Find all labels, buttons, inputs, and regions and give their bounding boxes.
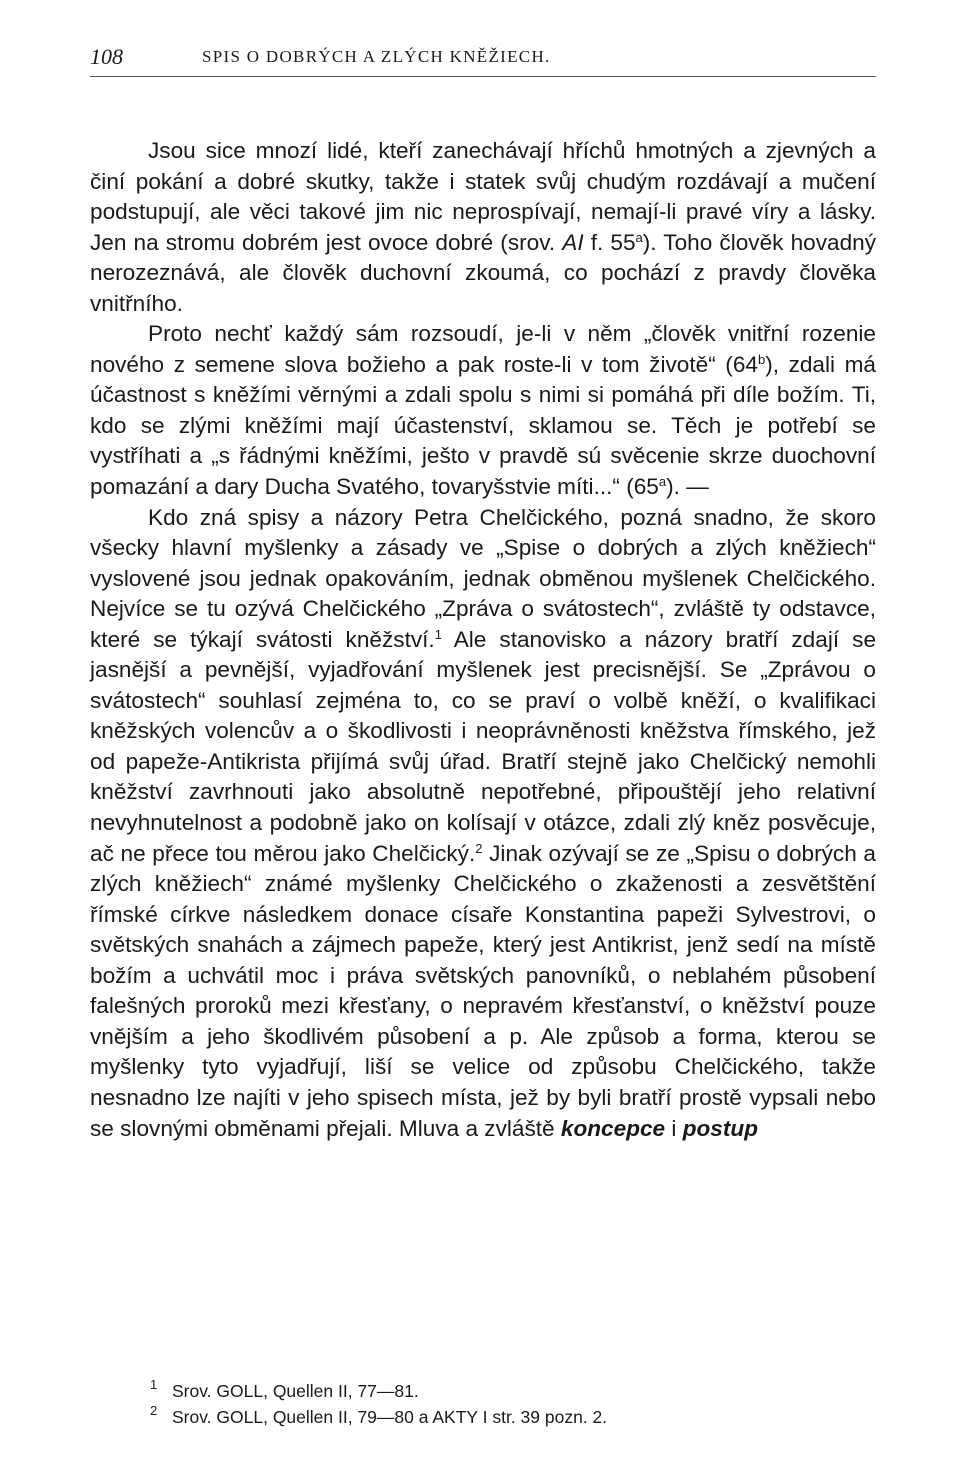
footnote-text: Srov. GOLL, Quellen II, 77—81. [172,1381,419,1401]
text-run: f. 55 [583,229,636,255]
header-rule [90,76,876,77]
italic-text: AI [562,229,584,255]
text-run: Jinak ozývají se ze „Spisu o dobrých a zlých kněžiech“ známé myšlenky Chelčického o zkaženosti a zesvětštění římské církve následkem donace císaře Konstantina papeži Sylvestrovi, o světských snahách a zájmech papeže, který jest Antikrist, jenž sedí na místě božím a uchvátil moc i práva světských panovníků, o neblahém působení falešných proroků mezi křesťany, o nepravém křesťanství, o kněžství pouze vnějším a jeho škodlivém působení a p. Ale způsob a forma, kterou se myšlenky tyto vyjadřují, liší se velice od způsobu Chelčického, takže nesnadno lze najíti v jeho spisech místa, jež by byli bratří prostě vypsali nebo se slovnými obměnami přejali. Mluva a zvláště [90,840,876,1141]
body-paragraph [90,136,876,319]
running-title: SPIS O DOBRÝCH A ZLÝCH KNĚŽIECH. [202,47,551,66]
text-run: ). Toho člověk hovadný nerozeznává, ale člověk duchovní zkoumá, co pochází z pravdy člověka vnitřního. [90,229,876,316]
superscript: b [757,351,766,367]
footnote-text: Srov. GOLL, Quellen II, 79—80 a AKTY I str. 39 pozn. 2. [172,1407,608,1427]
superscript: 1 [434,626,442,642]
emphasis-text: koncepce [560,1115,666,1141]
text-run: Proto nechť každý sám rozsoudí, je-li v něm „člověk vnitřní rozenie nového z semene slova božieho a pak roste-li v tom životě“ (64 [90,321,876,377]
text-run: Ale stanovisko a názory bratří zdají se jasnější a pevnější, vyjadřování myšlenek jest precisnější. Se „Zprávou o svátostech“ souhlasí zejména to, co se praví o volbě kněží, o kvalifikaci kněžských volencův a o škodlivosti i neoprávněnosti kněžstva římského, jež od papeže-Antikrista přijímá svůj úřad. Bratří stejně jako Chelčický nemohli kněžství zavrhnouti jako absolutně nepotřebné, připouštějí jeho relativní nevyhnutelnost a podobně jako on kolísají v otázce, zdali zlý kněz posvěcuje, ač ne přece tou měrou jako Chelčický. [90,626,877,866]
body-paragraph [90,503,876,1144]
body-text [90,136,876,1144]
text-run: i [665,1115,683,1141]
text-run: ). — [666,474,709,500]
superscript: a [635,229,643,245]
superscript: 2 [475,840,483,856]
text-run: Jsou sice mnozí lidé, kteří zanechávají hříchů hmotných a zjevných a činí pokání a dobré skutky, takže i statek svůj chudým rozdávají a mučení podstupují, ale věci takové jim nic neprospívají, nemají-li pravé víry a lásky. Jen na stromu dobrém jest ovoce dobré (srov. [90,138,876,255]
body-paragraph [90,319,876,502]
footnote-marker: 2 [150,1403,158,1418]
text-run: Kdo zná spisy a názory Petra Chelčického, pozná snadno, že skoro všecky hlavní myšlenky a zásady ve „Spise o dobrých a zlých kněžiech“ vyslovené jsou jednak opakováním, jednak obměnou myšlenek Chelčického. Nejvíce se tu ozývá Chelčického „Zpráva o svátostech“, zvláště ty odstavce, které se týkají svátosti kněžství. [90,504,876,652]
footnote-number [150,1404,172,1430]
footnote [150,1404,850,1430]
footnote-number [150,1378,172,1404]
footnote-marker: 1 [150,1377,158,1392]
page-header [90,44,876,78]
footnote [150,1378,850,1404]
text-run: ), zdali má účastnost s kněžími věrnými a zdali spolu s nimi si pomáhá při díle božím. Ti, kdo se zlými kněžími mají účastenství, sklamou se. Těch je potřebí se vystříhati a „s řádnými kněžími, ješto v pravdě sú svěcenie skrze duochovní pomazání a dary Ducha Svatého, tovaryšstvie míti...“ (65 [90,351,876,500]
page-number: 108 [90,44,123,69]
footnotes [150,1378,850,1430]
emphasis-text: postup [682,1115,758,1141]
superscript: a [658,474,667,490]
